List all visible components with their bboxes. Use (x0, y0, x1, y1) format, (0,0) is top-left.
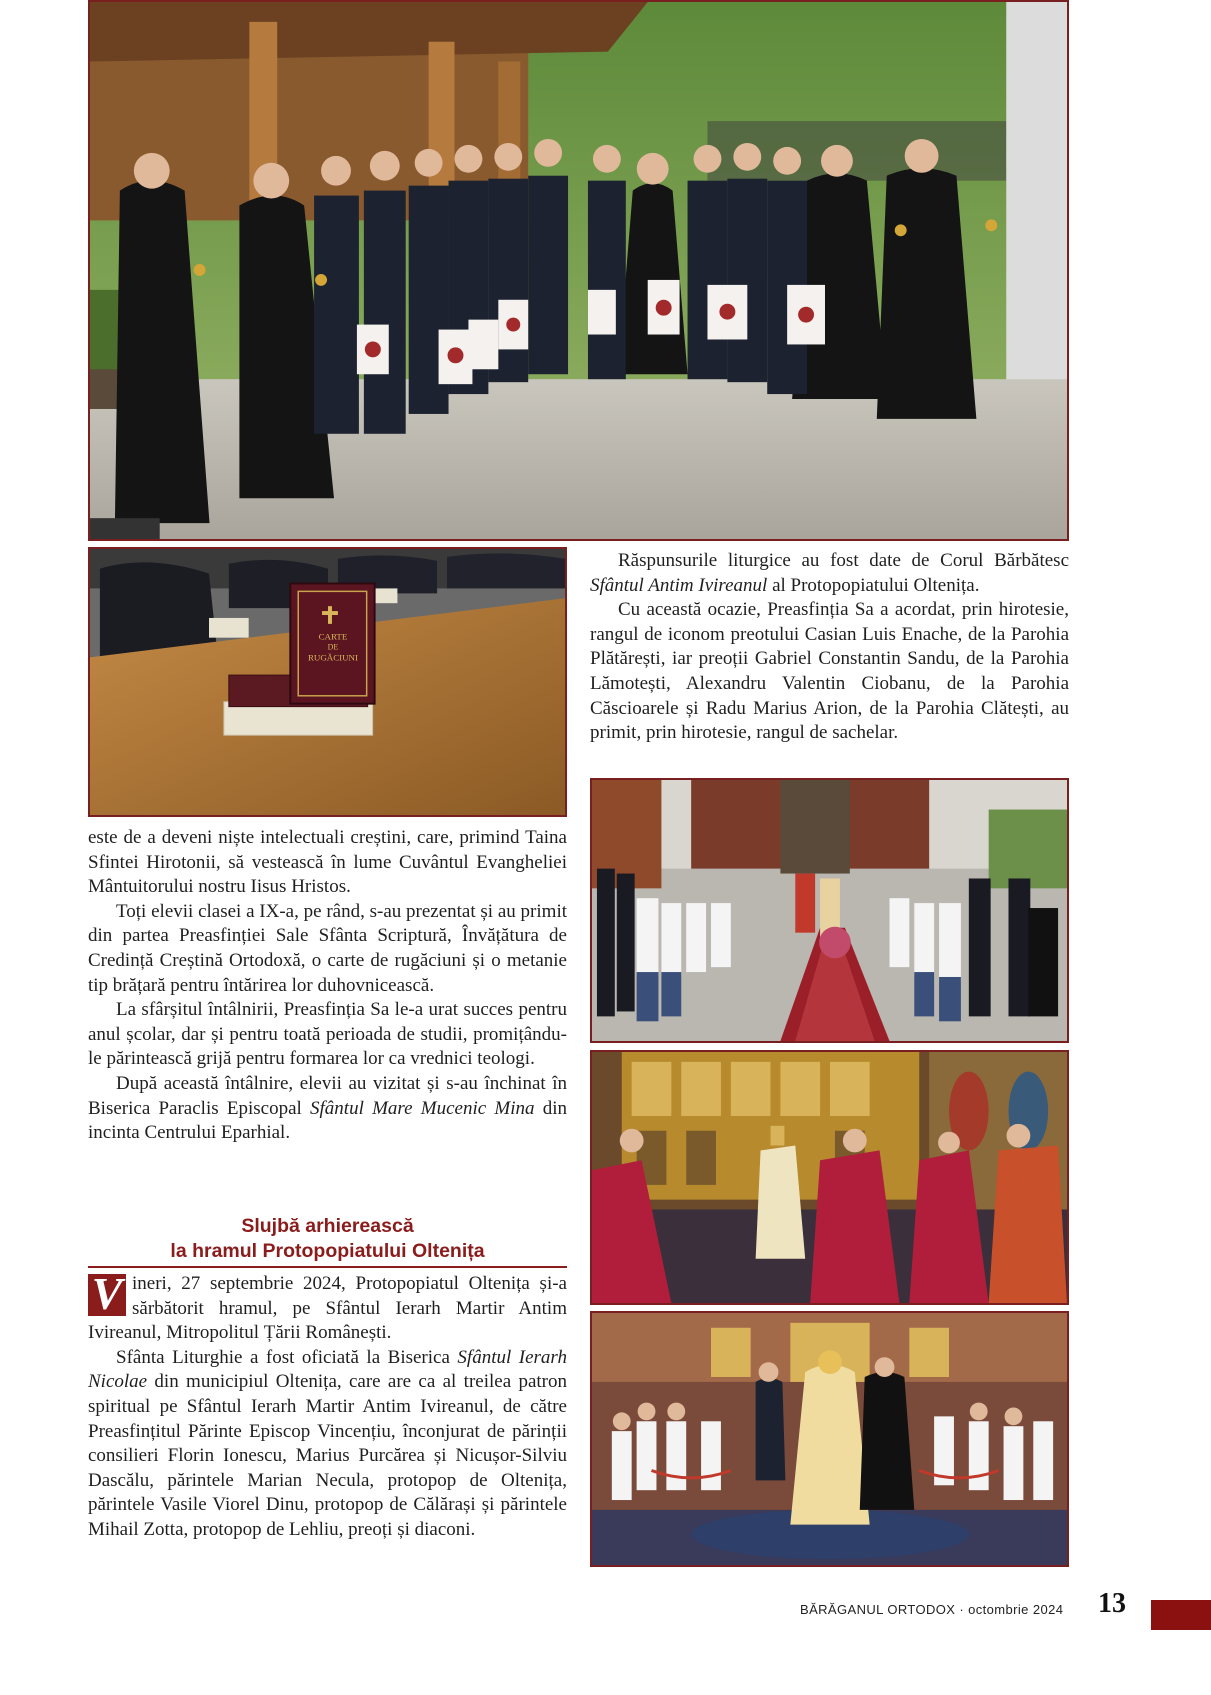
paragraph-feast: V ineri, 27 septembrie 2024, Protopopiatul Oltenița și-a sărbătorit hramul, pe Sfântul Ierarh Martir Antim Ivireanul, Mitropolitul Țării Românești. (88, 1268, 567, 1344)
photo-church-interior-service (590, 1050, 1069, 1305)
paragraph-ending: La sfârșitul întâlnirii, Preasfinția Sa le-a urat succes pentru anul școlar, dar și pentru toată perioada de studii, promițându-le părintească grijă pentru formarea lor ca vrednici teologi. (88, 999, 567, 1070)
heading-line1: Slujbă arhierească (241, 1215, 414, 1237)
page-number: 13 (1098, 1588, 1126, 1619)
paragraph-choir: Răspunsurile liturgice au fost date de Corul Bărbătesc Sfântul Antim Ivireanul al Protopopiatului Oltenița. (590, 550, 1069, 596)
drop-cap: V (88, 1274, 126, 1316)
footer-publication: BĂRĂGANUL ORTODOX · octombrie 2024 (800, 1602, 1064, 1617)
paragraph-hirotesie: Cu această ocazie, Preasfinția Sa a acordat, prin hirotesie, rangul de iconom preotului Casian Luis Enache, de la Parohia Plătărești, iar preoții Gabriel Constantin Sandu, de la Parohia Lămotești, Alexandru Valentin Ciobanu, de la Parohia Căscioarele și Radu Marius Arion, de la Parohia Clătești, au primit, prin hirotesie, rangul de sachelar. (590, 599, 1069, 744)
paragraph-continuation: este de a deveni niște intelectuali creștini, care, primind Taina Sfintei Hirotonii, să vestească în lume Cuvântul Evangheliei Mântuitorului nostru Iisus Hristos. (88, 827, 567, 898)
photo-group-students-clergy (88, 0, 1069, 541)
paragraph-visit: După această întâlnire, elevii au vizitat și s-au închinat în Biserica Paraclis Episcopal Sfântul Mare Mucenic Mina din incinta Centrului Eparhial. (88, 1072, 568, 1144)
photo-prayer-book (88, 547, 567, 817)
footer-accent-bar (1151, 1600, 1211, 1630)
photo-procession (590, 778, 1069, 1043)
book-title-line3: RUGĂCIUNI (307, 652, 358, 663)
photo-bishop-with-children (590, 1311, 1069, 1567)
section-text (88, 1268, 567, 1543)
heading-line2: la hramul Protopopiatului Oltenița (170, 1240, 485, 1262)
section-heading (88, 1214, 567, 1268)
paragraph-liturgy: Sfânta Liturghie a fost oficiată la Biserica Sfântul Ierarh Nicolae din municipiul Oltenița, care are ca al treilea patron spiritual pe Sfântul Ierarh Martir Antim Ivireanul, de către Preasfințitul Părinte Episcop Vincențiu, înconjurat de părinții consilieri Florin Ionescu, Marius Purcărea și Nicușor-Silviu Dascălu, părintele Marian Necula, protopop de Oltenița, părintele Vasile Viorel Dinu, protopop de Călărași și părintele Mihail Zotta, protopop de Lehliu, preoți și diaconi. (88, 1346, 567, 1540)
book-title-line1: CARTE (318, 631, 348, 642)
right-column-text (590, 549, 1069, 746)
paragraph-students: Toți elevii clasei a IX-a, pe rând, s-au prezentat și au primit din partea Preasfinției Sale Sfânta Scriptură, Învățătura de Credință Creștină Ortodoxă, o carte de rugăciuni și o metanie tip brățară pentru întărirea lor duhovnicească. (88, 900, 567, 996)
book-title-line2: DE (327, 642, 339, 652)
left-column-text (88, 826, 567, 1146)
